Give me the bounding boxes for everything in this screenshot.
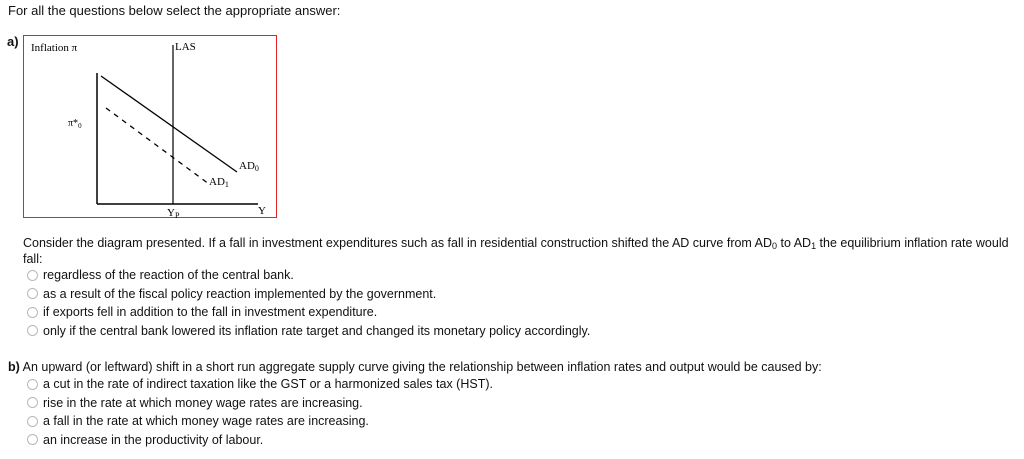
option-label: a cut in the rate of indirect taxation like the GST or a harmonized sales tax (HST). bbox=[43, 377, 493, 392]
ad1-curve bbox=[106, 108, 209, 184]
question-a-prompt: Consider the diagram presented. If a fall in investment expenditures such as fall in residential construction shifted the AD curve from $AD_0$ to $AD_1$ the equilibrium inflation rate would fall: bbox=[23, 236, 1009, 266]
diagram-svg bbox=[24, 36, 278, 219]
option-a-3[interactable] bbox=[27, 303, 590, 322]
question-b-options bbox=[27, 375, 493, 449]
radio-button[interactable] bbox=[27, 379, 38, 390]
option-label: only if the central bank lowered its inflation rate target and changed its monetary policy accordingly. bbox=[43, 323, 591, 338]
radio-button[interactable] bbox=[27, 307, 38, 318]
radio-button[interactable] bbox=[27, 416, 38, 427]
option-b-4[interactable] bbox=[27, 431, 493, 450]
radio-button[interactable] bbox=[27, 325, 38, 336]
question-b-prompt: b) An upward (or leftward) shift in a short run aggregate supply curve giving the relationship between inflation rates and output would be caused by: bbox=[8, 360, 822, 374]
ad0-curve bbox=[101, 76, 237, 172]
option-label: an increase in the productivity of labour. bbox=[43, 432, 264, 447]
option-label: a fall in the rate at which money wage rates are increasing. bbox=[43, 414, 369, 429]
ad1-label: AD1 bbox=[209, 176, 229, 189]
option-a-1[interactable] bbox=[27, 266, 590, 285]
option-b-3[interactable] bbox=[27, 412, 493, 431]
yp-label: YP bbox=[167, 207, 180, 219]
x-axis-label: Y bbox=[258, 205, 266, 217]
radio-button[interactable] bbox=[27, 288, 38, 299]
radio-button[interactable] bbox=[27, 397, 38, 408]
option-label: rise in the rate at which money wage rates are increasing. bbox=[43, 395, 363, 410]
option-a-4[interactable] bbox=[27, 322, 590, 341]
question-a-options bbox=[27, 266, 590, 340]
las-label: LAS bbox=[175, 41, 196, 53]
question-b-label: b) bbox=[8, 360, 20, 374]
option-label: as a result of the fiscal policy reaction implemented by the government. bbox=[43, 286, 437, 301]
option-b-2[interactable] bbox=[27, 394, 493, 413]
pi-label: $\pi*_0$ bbox=[68, 118, 82, 130]
instructions-text: For all the questions below select the appropriate answer: bbox=[8, 3, 341, 18]
option-label: regardless of the reaction of the central bank. bbox=[43, 268, 294, 283]
y-axis-label: Inflation π bbox=[31, 42, 78, 54]
radio-button[interactable] bbox=[27, 270, 38, 281]
ad-las-diagram bbox=[23, 35, 277, 218]
ad0-label: AD0 bbox=[239, 160, 259, 173]
option-label: if exports fell in addition to the fall in investment expenditure. bbox=[43, 305, 378, 320]
radio-button[interactable] bbox=[27, 434, 38, 445]
option-b-1[interactable] bbox=[27, 375, 493, 394]
option-a-2[interactable] bbox=[27, 285, 590, 304]
question-a-label: a) bbox=[7, 34, 19, 49]
